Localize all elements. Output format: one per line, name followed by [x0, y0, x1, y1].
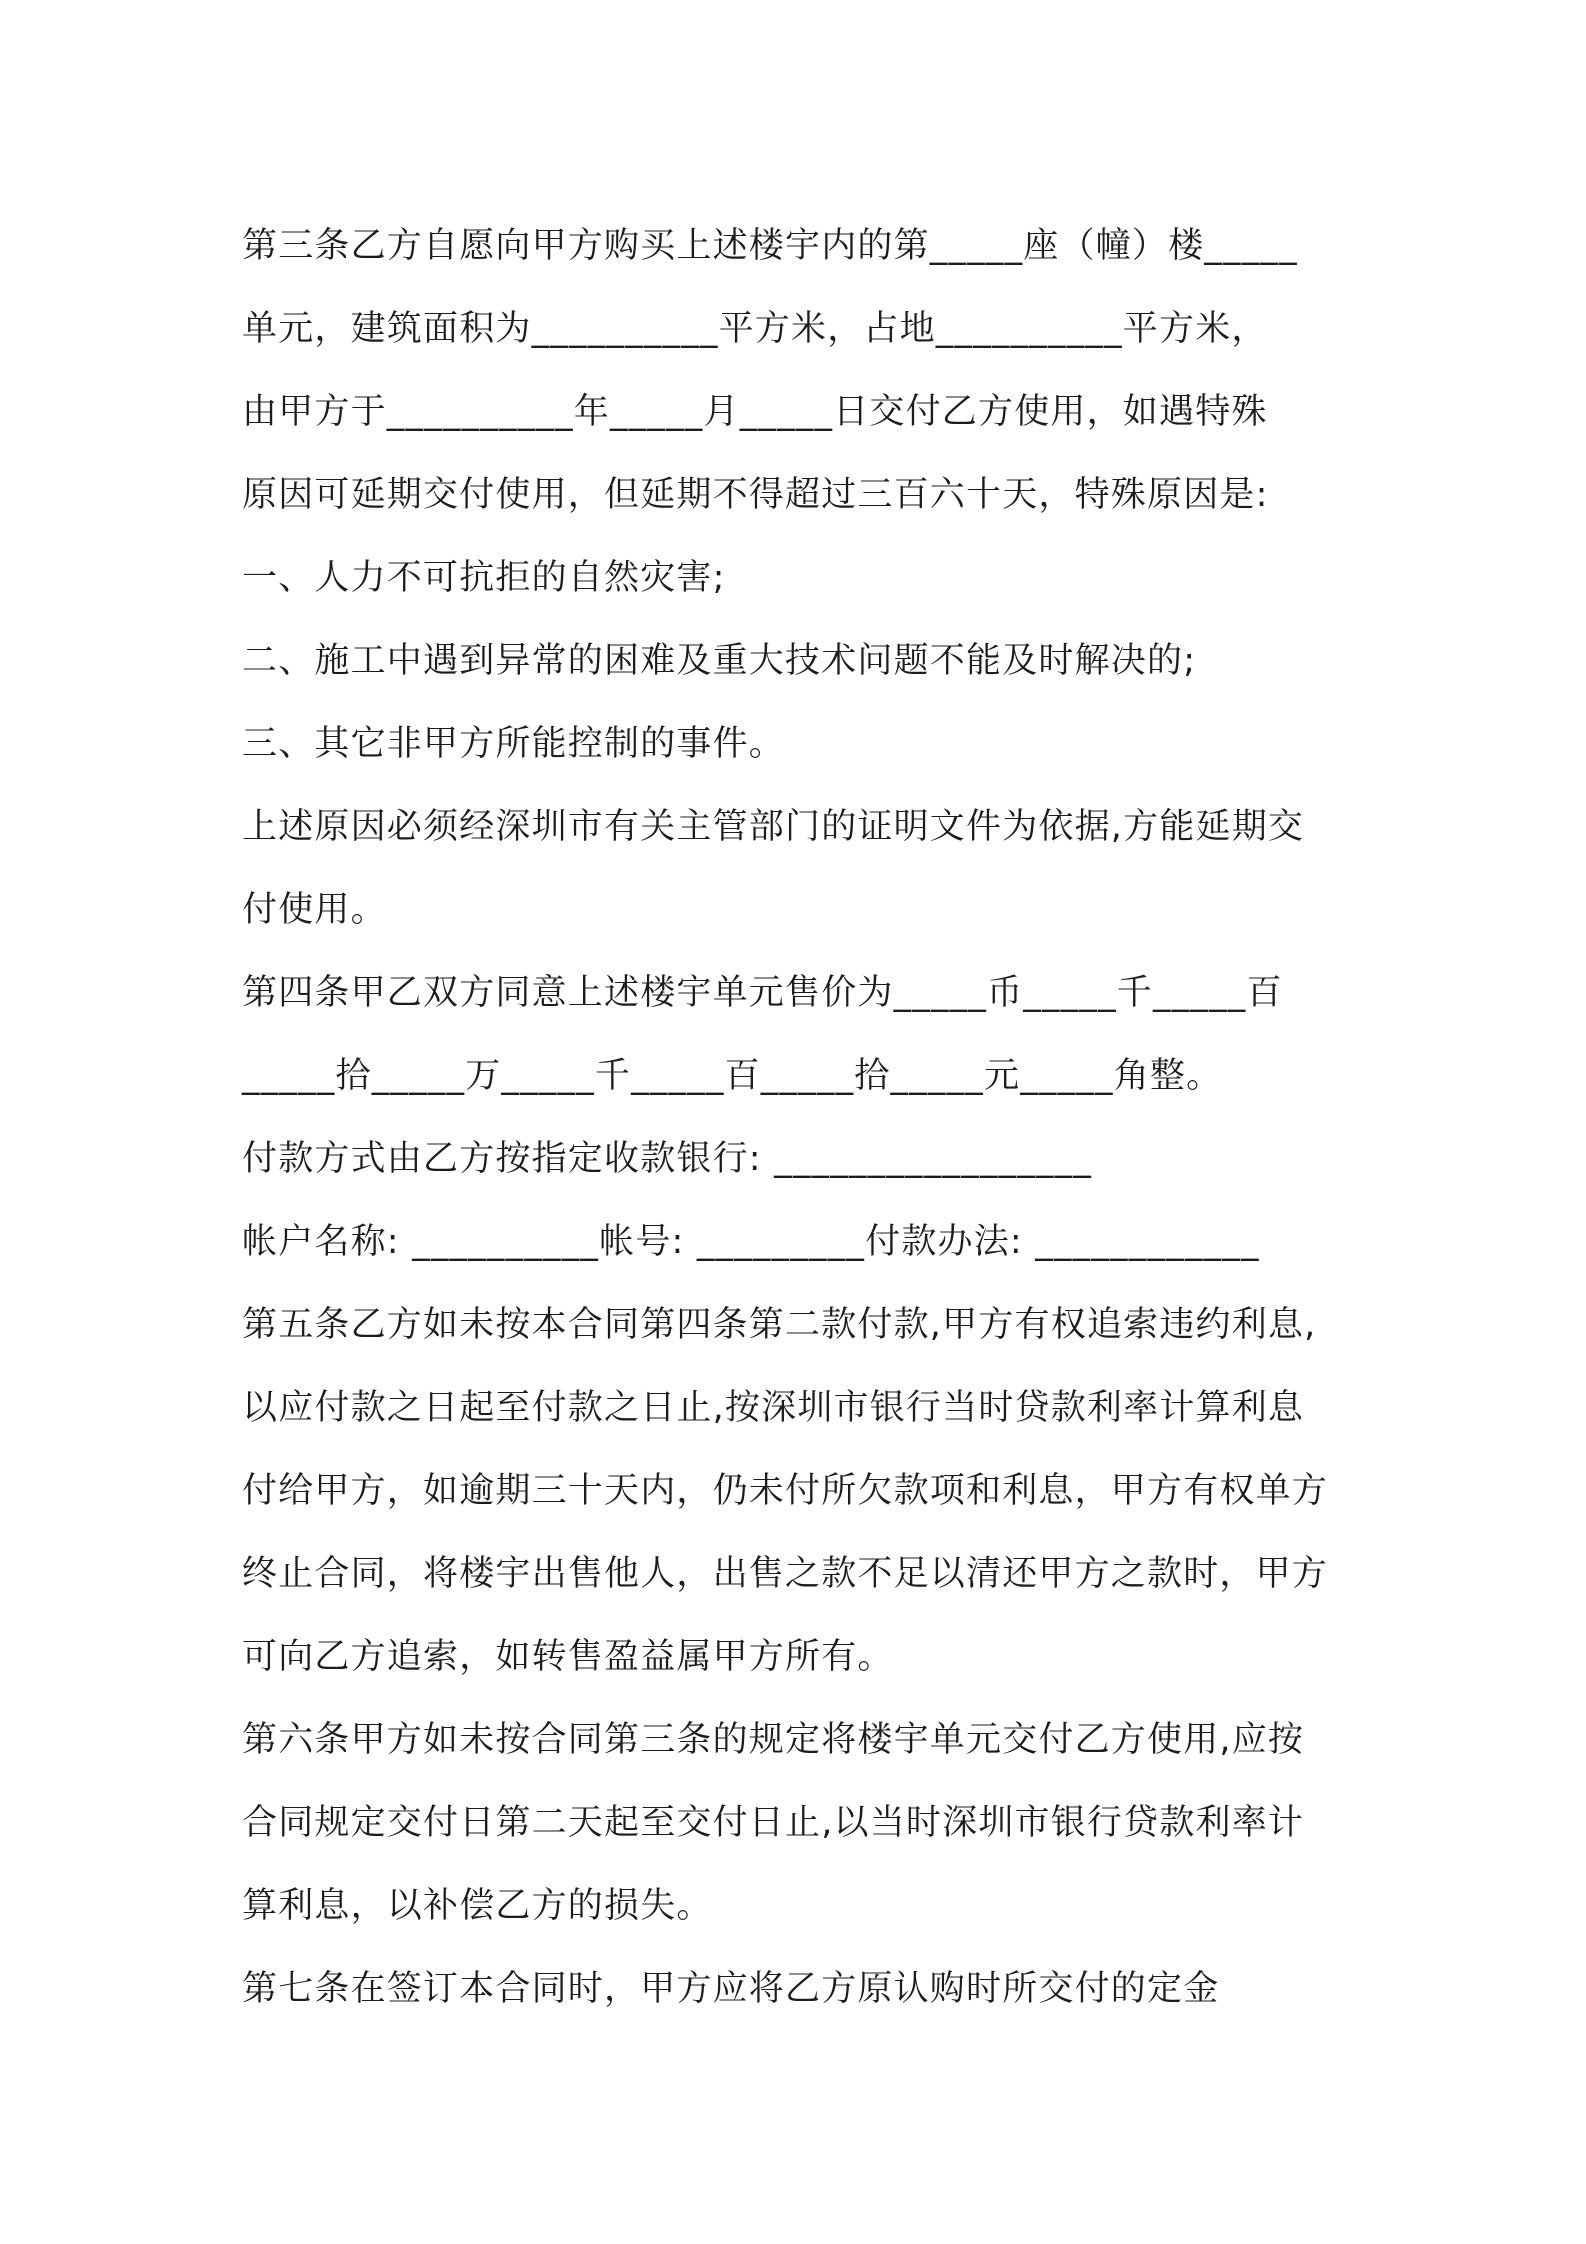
text-line: 付使用。 [242, 890, 387, 930]
text-line: 付给甲方，如逾期三十天内，仍未付所欠款项和利息，甲方有权单方 [242, 1471, 1329, 1511]
text-line: _____拾_____万_____千_____百_____拾_____元_____角整。 [242, 1056, 1223, 1096]
text-line: 终止合同，将楼宇出售他人，出售之款不足以清还甲方之款时，甲方 [242, 1554, 1329, 1594]
text-line: 帐户名称: __________帐号: _________付款办法: ____________ [242, 1222, 1260, 1262]
text-line: 第三条乙方自愿向甲方购买上述楼宇内的第_____座（幢）楼_____ [242, 226, 1298, 266]
text-line: 三、其它非甲方所能控制的事件。 [242, 724, 786, 764]
text-line: 由甲方于__________年_____月_____日交付乙方使用，如遇特殊 [242, 392, 1268, 432]
text-line: 原因可延期交付使用，但延期不得超过三百六十天，特殊原因是: [242, 475, 1269, 515]
text-line: 付款方式由乙方按指定收款银行: _________________ [242, 1139, 1093, 1179]
text-line: 合同规定交付日第二天起至交付日止,以当时深圳市银行贷款利率计 [242, 1803, 1305, 1843]
text-line: 以应付款之日起至付款之日止,按深圳市银行当时贷款利率计算利息 [242, 1388, 1305, 1428]
text-line: 算利息，以补偿乙方的损失。 [242, 1886, 713, 1926]
text-line: 上述原因必须经深圳市有关主管部门的证明文件为依据,方能延期交 [242, 807, 1305, 847]
contract-text [242, 205, 1372, 2031]
text-line: 二、施工中遇到异常的困难及重大技术问题不能及时解决的; [242, 641, 1197, 681]
text-line: 可向乙方追索，如转售盈益属甲方所有。 [242, 1637, 894, 1677]
text-line: 一、人力不可抗拒的自然灾害; [242, 558, 726, 598]
text-line: 单元，建筑面积为__________平方米，占地__________平方米， [242, 309, 1268, 349]
text-line: 第七条在签订本合同时，甲方应将乙方原认购时所交付的定金 [242, 1969, 1220, 2009]
text-line: 第六条甲方如未按合同第三条的规定将楼宇单元交付乙方使用,应按 [242, 1720, 1305, 1760]
text-line: 第四条甲乙双方同意上述楼宇单元售价为_____币_____千_____百 [242, 973, 1283, 1013]
text-line: 第五条乙方如未按本合同第四条第二款付款,甲方有权追索违约利息, [242, 1305, 1317, 1345]
